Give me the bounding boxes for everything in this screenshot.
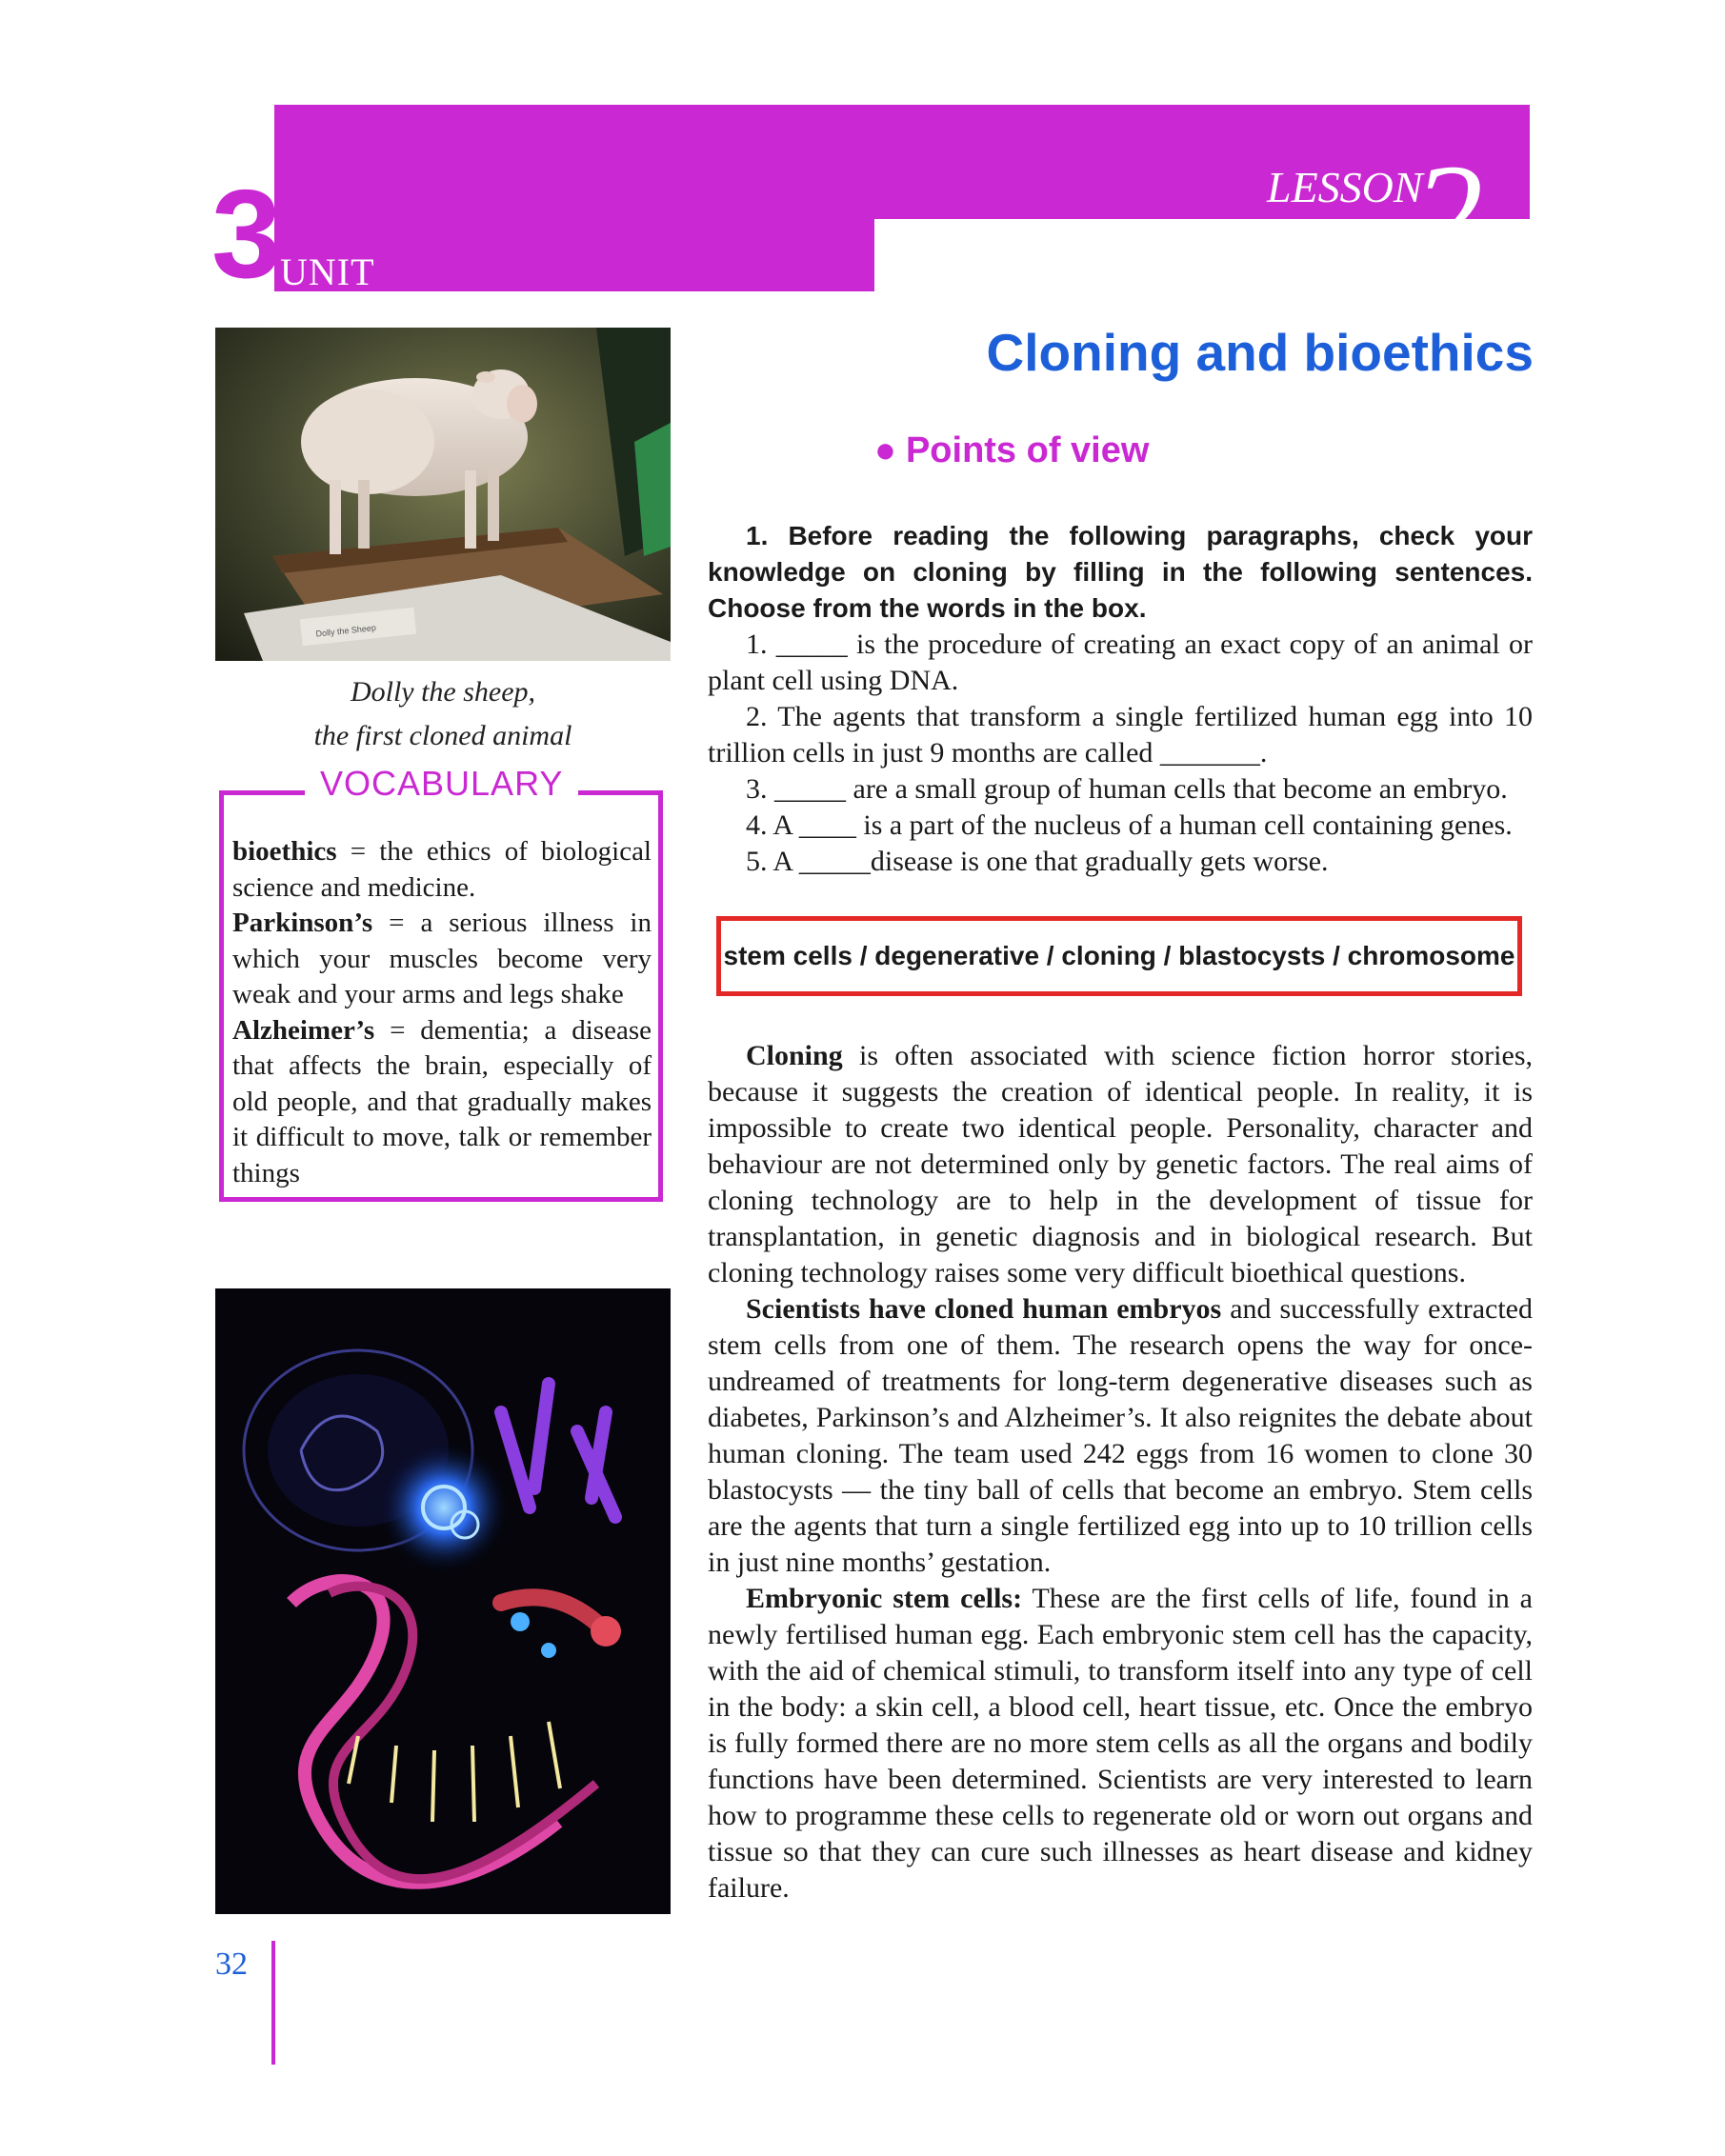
paragraph-lead: Scientists have cloned human embryos — [746, 1293, 1222, 1325]
exercise-item: 4. A ____ is a part of the nucleus of a human cell containing genes. — [746, 809, 1513, 841]
vocab-definition: = dementia; a disease that affects the brain, especially of old people, and that gradually makes it difficult to move, talk or remember things — [232, 1014, 652, 1188]
section-subtitle — [874, 430, 1149, 471]
plaque-text: Dolly the Sheep — [315, 623, 377, 639]
lesson-label: LESSON — [1267, 163, 1423, 211]
page-title: Cloning and bioethics — [986, 323, 1534, 382]
vocab-term: Alzheimer’s — [232, 1014, 375, 1046]
dna-illustration — [215, 1288, 671, 1914]
unit-number: 3 — [211, 164, 278, 304]
vocab-definition: = a serious illness in which your muscles become very weak and your arms and legs shake — [232, 908, 652, 1009]
vocabulary-title: VOCABULARY — [305, 764, 578, 804]
exercise-item: 1. _____ is the procedure of creating an exact copy of an animal or plant cell using DNA. — [708, 629, 1533, 696]
paragraph-lead: Embryonic stem cells: — [746, 1583, 1023, 1614]
bullet-icon: ● — [874, 430, 896, 470]
vocab-entry — [232, 836, 652, 903]
exercise-instruction — [708, 518, 1533, 627]
vocab-definition: = the ethics of biological science and medicine. — [232, 836, 652, 903]
exercise-item: 2. The agents that transform a single fertilized human egg into 10 trillion cells in just 9 months are called _______. — [708, 701, 1533, 769]
section-subtitle-text: Points of view — [905, 430, 1150, 470]
exercise-item: 3. _____ are a small group of human cells that become an embryo. — [746, 773, 1508, 805]
reading-paragraph — [708, 1291, 1533, 1581]
vocab-term: bioethics — [232, 836, 337, 867]
reading-text — [708, 1038, 1533, 1906]
sheep-caption-line-1: Dolly the sheep, — [350, 676, 536, 708]
paragraph-lead: Cloning — [746, 1040, 843, 1071]
vocab-entry — [232, 1015, 652, 1188]
exercise-item: 5. A _____disease is one that gradually gets worse. — [746, 846, 1329, 877]
vocab-term: Parkinson’s — [232, 908, 373, 938]
unit-label: UNIT — [280, 250, 375, 293]
page-number: 32 — [215, 1946, 248, 1982]
lesson-number: 2 — [1412, 135, 1483, 293]
paragraph-body: is often associated with science fiction horror stories, because it suggests the creation of identical people. In reality, it is impossible to create two identical people. Personality, character and behaviour are not determined only by genetic factors. The real aims of cloning technology are to help in the development of tissue for transplantation, in genetic diagnosis and in biological research. But cloning technology raises some very difficult bioethical questions. — [708, 1040, 1533, 1288]
paragraph-body: and successfully extracted stem cells from one of them. The research opens the way for once-undreamed of treatments for long-term degenerative diseases such as diabetes, Parkinson’s and Alzheimer’s. It also reignites the debate about human cloning. The team used 242 eggs from 16 women to clone 30 blastocysts — the tiny ball of cells that become an embryo. Stem cells are the agents that turn a single fertilized egg into up to 10 trillion cells in just nine months’ gestation. — [708, 1293, 1534, 1578]
page-rule — [271, 1941, 275, 2065]
exercise-instruction-text: 1. Before reading the following paragraphs, check your knowledge on cloning by filling in the following sentences. Choose from the words in the box. — [708, 521, 1533, 623]
reading-paragraph — [708, 1581, 1533, 1906]
word-box: stem cells / degenerative / cloning / blastocysts / chromosome — [716, 916, 1522, 996]
vocab-entry — [232, 908, 652, 1009]
paragraph-body: These are the first cells of life, found in a newly fertilised human egg. Each embryonic stem cell has the capacity, with the aid of chemical stimuli, to transform itself into any type of cell in the body: a skin cell, a blood cell, heart tissue, etc. Once the embryo is fully formed there are no more stem cells as all the organs and bodily functions have been determined. Scientists are very interested to learn how to programme these cells to regenerate old or worn out organs and tissue so that they can cure such illnesses as heart disease and kidney failure. — [708, 1583, 1533, 1904]
dolly-sheep-photo — [215, 328, 671, 661]
exercise-items — [708, 627, 1533, 880]
reading-paragraph — [708, 1038, 1533, 1291]
sheep-caption-line-2: the first cloned animal — [313, 720, 572, 751]
vocabulary-entries — [232, 834, 652, 1191]
